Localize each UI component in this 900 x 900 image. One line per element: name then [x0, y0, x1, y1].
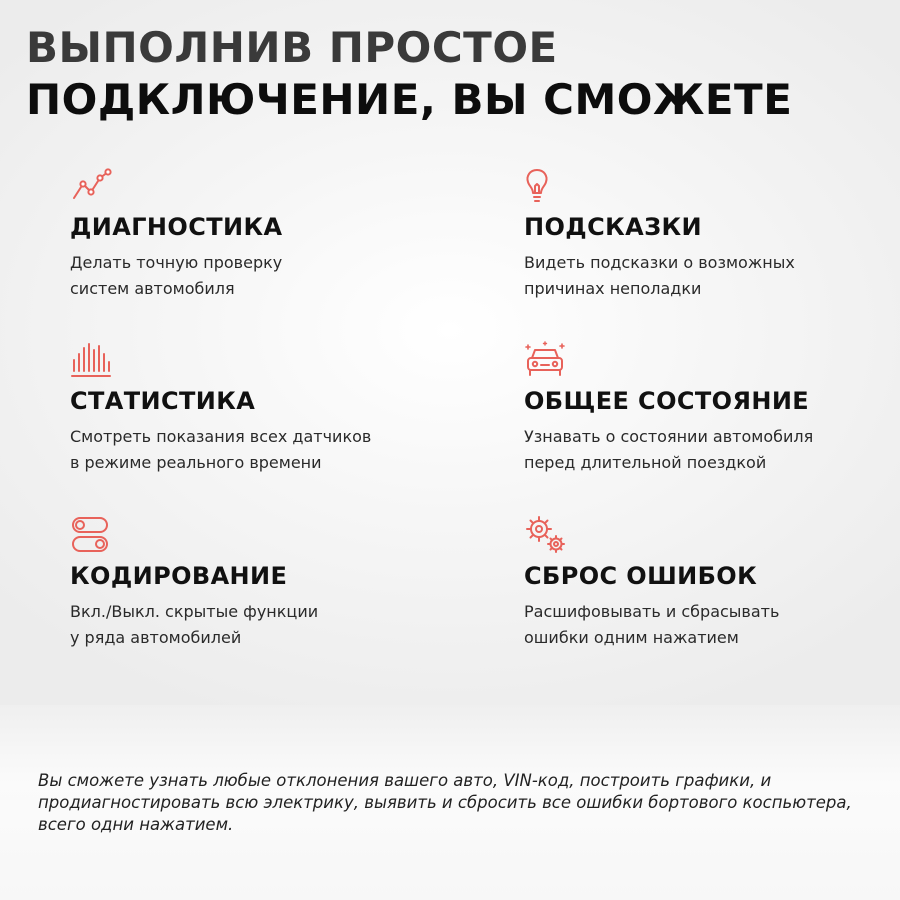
feature-description: Расшифовывать и сбрасывать ошибки одним нажатием	[524, 602, 780, 647]
bar-chart-icon	[70, 340, 114, 380]
feature-reset-errors	[524, 515, 900, 651]
feature-description: Смотреть показания всех датчиков в режиме реального времени	[70, 427, 372, 472]
feature-statistics	[70, 340, 450, 476]
line-chart-icon	[70, 166, 114, 206]
toggle-switches-icon	[70, 515, 114, 555]
feature-title: ДИАГНОСТИКА	[70, 213, 283, 241]
title-line-2: ПОДКЛЮЧЕНИЕ, ВЫ СМОЖЕТЕ	[26, 75, 793, 124]
feature-coding	[70, 515, 450, 651]
lightbulb-icon	[524, 166, 568, 206]
feature-title: КОДИРОВАНИЕ	[70, 562, 288, 590]
footer-text: Вы сможете узнать любые отклонения вашего авто, VIN-код, построить графики, и продиагностировать всю электрику, выявить и сбросить все ошибки бортового коспьютера, всего одни нажатием.	[38, 771, 852, 834]
feature-description: Видеть подсказки о возможных причинах неполадки	[524, 253, 795, 298]
feature-title: ОБЩЕЕ СОСТОЯНИЕ	[524, 387, 810, 415]
car-icon	[524, 340, 568, 380]
feature-diagnostics	[70, 166, 450, 302]
feature-title: ПОДСКАЗКИ	[524, 213, 703, 241]
gears-icon	[524, 515, 568, 555]
title-line-1: ВЫПОЛНИВ ПРОСТОЕ	[26, 23, 558, 72]
feature-hints	[524, 166, 900, 302]
feature-title: СБРОС ОШИБОК	[524, 562, 758, 590]
feature-description: Вкл./Выкл. скрытые функции у ряда автомобилей	[70, 602, 319, 647]
feature-title: СТАТИСТИКА	[70, 387, 256, 415]
page-title	[26, 22, 886, 126]
feature-description: Делать точную проверку систем автомобиля	[70, 253, 283, 298]
feature-description: Узнавать о состоянии автомобиля перед длительной поездкой	[524, 427, 814, 472]
feature-general-condition	[524, 340, 900, 476]
